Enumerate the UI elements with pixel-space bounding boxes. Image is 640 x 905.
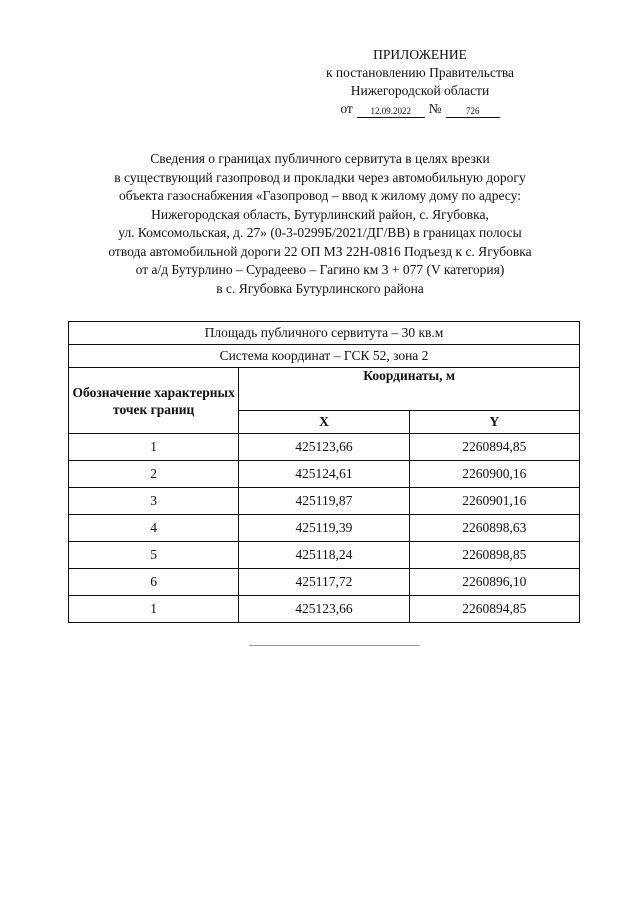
table-row <box>69 434 580 461</box>
description-line: от а/д Бутурлино – Сурадеево – Гагино км 3 + 077 (V категория) <box>135 262 505 277</box>
appendix-line-2: Нижегородской области <box>350 83 490 98</box>
y-cell: 2260898,63 <box>409 515 579 542</box>
resolution-date-number <box>300 100 540 118</box>
description-line: отвода автомобильной дороги 22 ОП МЗ 22Н-0816 Подъезд к с. Ягубовка <box>108 243 532 259</box>
y-cell: 2260896,10 <box>409 569 579 596</box>
point-cell: 2 <box>69 461 239 488</box>
area-row <box>69 322 580 345</box>
table-row <box>69 461 580 488</box>
table-row <box>69 569 580 596</box>
appendix-line-1: к постановлению Правительства <box>325 65 515 80</box>
point-cell: 3 <box>69 488 239 515</box>
easement-description <box>60 150 580 298</box>
x-cell: 425123,66 <box>239 596 409 623</box>
y-header: Y <box>409 411 579 434</box>
coordinate-system-row <box>69 345 580 368</box>
y-cell: 2260898,85 <box>409 542 579 569</box>
y-cell: 2260894,85 <box>409 434 579 461</box>
point-header: Обозначение характерных точек границ <box>69 368 239 434</box>
x-cell: 425119,87 <box>239 488 409 515</box>
x-cell: 425119,39 <box>239 515 409 542</box>
x-cell: 425118,24 <box>239 542 409 569</box>
appendix-header <box>300 46 540 118</box>
y-cell: 2260900,16 <box>409 461 579 488</box>
x-cell: 425117,72 <box>239 569 409 596</box>
x-header: X <box>239 411 409 434</box>
resolution-number: 726 <box>446 105 500 118</box>
point-cell: 5 <box>69 542 239 569</box>
x-cell: 425124,61 <box>239 461 409 488</box>
table-header-row <box>69 368 580 411</box>
description-line: ул. Комсомольская, д. 27» (0-3-0299Б/2021/ДГ/ВВ) в границах полосы <box>118 225 522 240</box>
coordinates-header: Координаты, м <box>239 368 580 411</box>
appendix-title: ПРИЛОЖЕНИЕ <box>373 47 467 62</box>
description-line: Нижегородская область, Бутурлинский район, с. Ягубовка, <box>151 206 489 222</box>
table-row <box>69 488 580 515</box>
area-cell: Площадь публичного сервитута – 30 кв.м <box>69 322 580 345</box>
footer-divider <box>249 645 420 646</box>
x-cell: 425123,66 <box>239 434 409 461</box>
point-cell: 6 <box>69 569 239 596</box>
point-cell: 1 <box>69 434 239 461</box>
point-cell: 1 <box>69 596 239 623</box>
number-sign: № <box>428 101 442 116</box>
point-cell: 4 <box>69 515 239 542</box>
description-line: объекта газоснабжения «Газопровод – ввод к жилому дому по адресу: <box>119 188 521 203</box>
description-line: в существующий газопровод и прокладки через автомобильную дорогу <box>114 169 526 185</box>
description-line: Сведения о границах публичного сервитута в целях врезки <box>150 151 490 166</box>
y-cell: 2260901,16 <box>409 488 579 515</box>
resolution-date: 12.09.2022 <box>357 105 425 118</box>
table-row <box>69 515 580 542</box>
y-cell: 2260894,85 <box>409 596 579 623</box>
coordinate-system-cell: Система координат – ГСК 52, зона 2 <box>69 345 580 368</box>
description-line: в с. Ягубовка Бутурлинского района <box>216 280 424 296</box>
coordinates-table <box>68 321 580 623</box>
table-row <box>69 542 580 569</box>
from-label: от <box>340 101 353 116</box>
table-row <box>69 596 580 623</box>
